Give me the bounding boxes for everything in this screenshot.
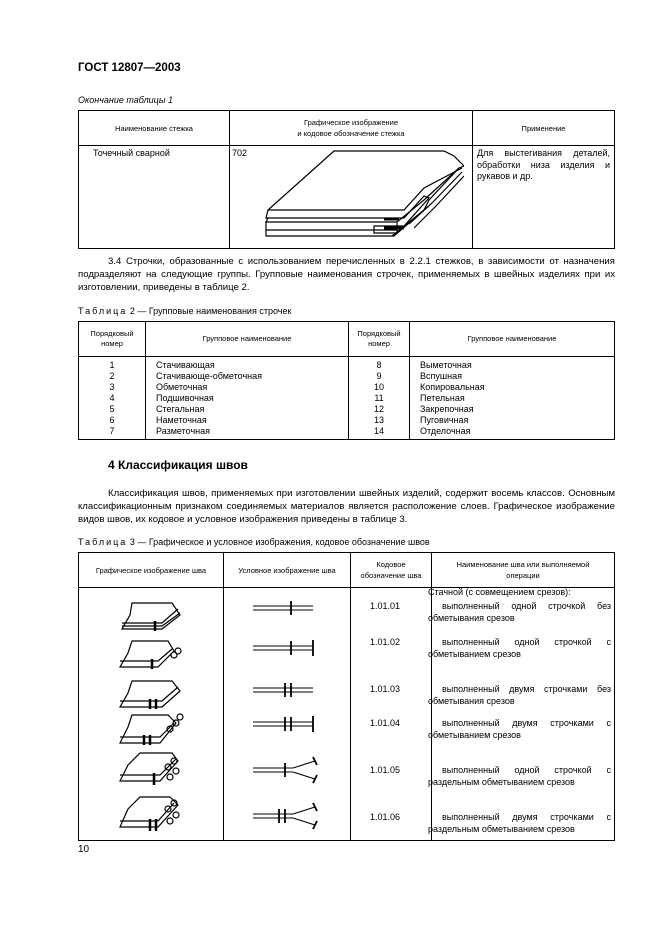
page-number: 10 (78, 844, 90, 855)
section-4-heading: 4 Классификация швов (108, 458, 248, 472)
table1 (78, 110, 615, 249)
t2-header-name-left: Групповое наименование (146, 322, 349, 357)
paragraph-3-4: 3.4 Строчки, образованные с использованием перечисленных в 2.2.1 стежков, в зависимости от назначения подразделяют на следующие группы. Групповые наименования строчек, применяемых в швейных изделиях при их изготовлении, приведены в таблице 2. (78, 256, 615, 293)
t3-name-cell (432, 588, 615, 841)
t1-stitch-name: Точечный сварной (79, 146, 230, 249)
t3-group-title: Стачной (с совмещением срезов): (428, 587, 571, 597)
t2-header-number-left: Порядковый номер (79, 322, 146, 357)
seam-graphics-column (110, 595, 190, 835)
table1-caption: Окончание таблицы 1 (78, 95, 173, 105)
table2 (78, 321, 615, 440)
t3-text-6: выполненный двумя строчками с раздельным обметыванием срезов (428, 812, 611, 834)
t3-code-3: 1.01.03 (369, 684, 401, 694)
seam-symbol-1.01.02 (253, 640, 313, 656)
table3-caption: Таблица 3 — Графическое и условное изображения, кодовое обозначение швов (78, 537, 430, 547)
seam-graphic-1.01.05 (120, 753, 179, 785)
t3-text-2: выполненный одной строчкой с обметыванием срезов (428, 637, 611, 659)
seam-symbol-1.01.01 (253, 601, 313, 615)
seam-graphic-1.01.02 (120, 641, 181, 669)
t3-code-2: 1.01.02 (369, 637, 401, 647)
t2-header-number-right: Порядковый номер (349, 322, 410, 357)
t2-left-names: Стачивающая Стачивающе-обметочная Обметочная Подшивочная Стегальная Наметочная Разметочная (146, 357, 349, 440)
seam-symbol-1.01.04 (253, 716, 313, 732)
t3-text-4: выполненный двумя строчками с обметыванием срезов (428, 718, 611, 740)
t3-code-1: 1.01.01 (369, 601, 401, 611)
seam-graphic-1.01.03 (120, 681, 180, 709)
t1-application: Для выстегивания деталей, обработки низа изделия и рукавов и др. (473, 146, 615, 249)
t3-text-5: выполненный одной строчкой с раздельным обметыванием срезов (428, 765, 611, 787)
seam-symbols-column (245, 595, 325, 835)
t3-header-code: Кодовое обозначение шва (351, 553, 432, 588)
seam-symbol-1.01.06 (253, 803, 317, 829)
t3-text-3: выполненный двумя строчками без обметывания срезов (428, 684, 611, 706)
t1-header-graphic: Графическое изображение и кодовое обозначение стежка (230, 111, 473, 146)
seam-symbol-1.01.05 (253, 757, 317, 783)
t3-header-graphic: Графическое изображение шва (79, 553, 224, 588)
seam-graphic-1.01.04 (120, 714, 183, 745)
t2-right-names: Выметочная Вспушная Копировальная Петельная Закрепочная Пуговичная Отделочная (410, 357, 615, 440)
welded-stitch-drawing (264, 148, 464, 244)
table2-caption: Таблица 2 — Групповые наименования строчек (78, 306, 292, 316)
t2-left-numbers: 1 2 3 4 5 6 7 (79, 357, 146, 440)
seam-graphic-1.01.06 (120, 797, 179, 831)
t1-header-stitch-name: Наименование стежка (79, 111, 230, 146)
t3-code-cell (351, 588, 432, 841)
t3-code-6: 1.01.06 (369, 812, 401, 822)
t3-text-1: выполненный одной строчкой без обметывания срезов (428, 601, 611, 623)
t1-graphic-cell (230, 146, 473, 249)
section-4-paragraph: Классификация швов, применяемых при изготовлении швейных изделий, содержит восемь классов. Основным классификационным признаком соединяемых материалов является расположение слоев. Графическое изображение видов швов, их кодовое и условное изображения приведены в таблице 3. (78, 488, 615, 525)
t1-header-application: Применение (473, 111, 615, 146)
document-title: ГОСТ 12807—2003 (78, 62, 181, 74)
t1-stitch-code: 702 (232, 148, 248, 158)
t3-header-conventional: Условное изображение шва (224, 553, 351, 588)
t3-code-4: 1.01.04 (369, 718, 401, 728)
seam-graphic-1.01.01 (122, 603, 180, 631)
t2-right-numbers: 8 9 10 11 12 13 14 (349, 357, 410, 440)
t2-header-name-right: Групповое наименование (410, 322, 615, 357)
t3-code-5: 1.01.05 (369, 765, 401, 775)
seam-symbol-1.01.03 (253, 683, 313, 697)
t3-header-name: Наименование шва или выполняемой операции (432, 553, 615, 588)
